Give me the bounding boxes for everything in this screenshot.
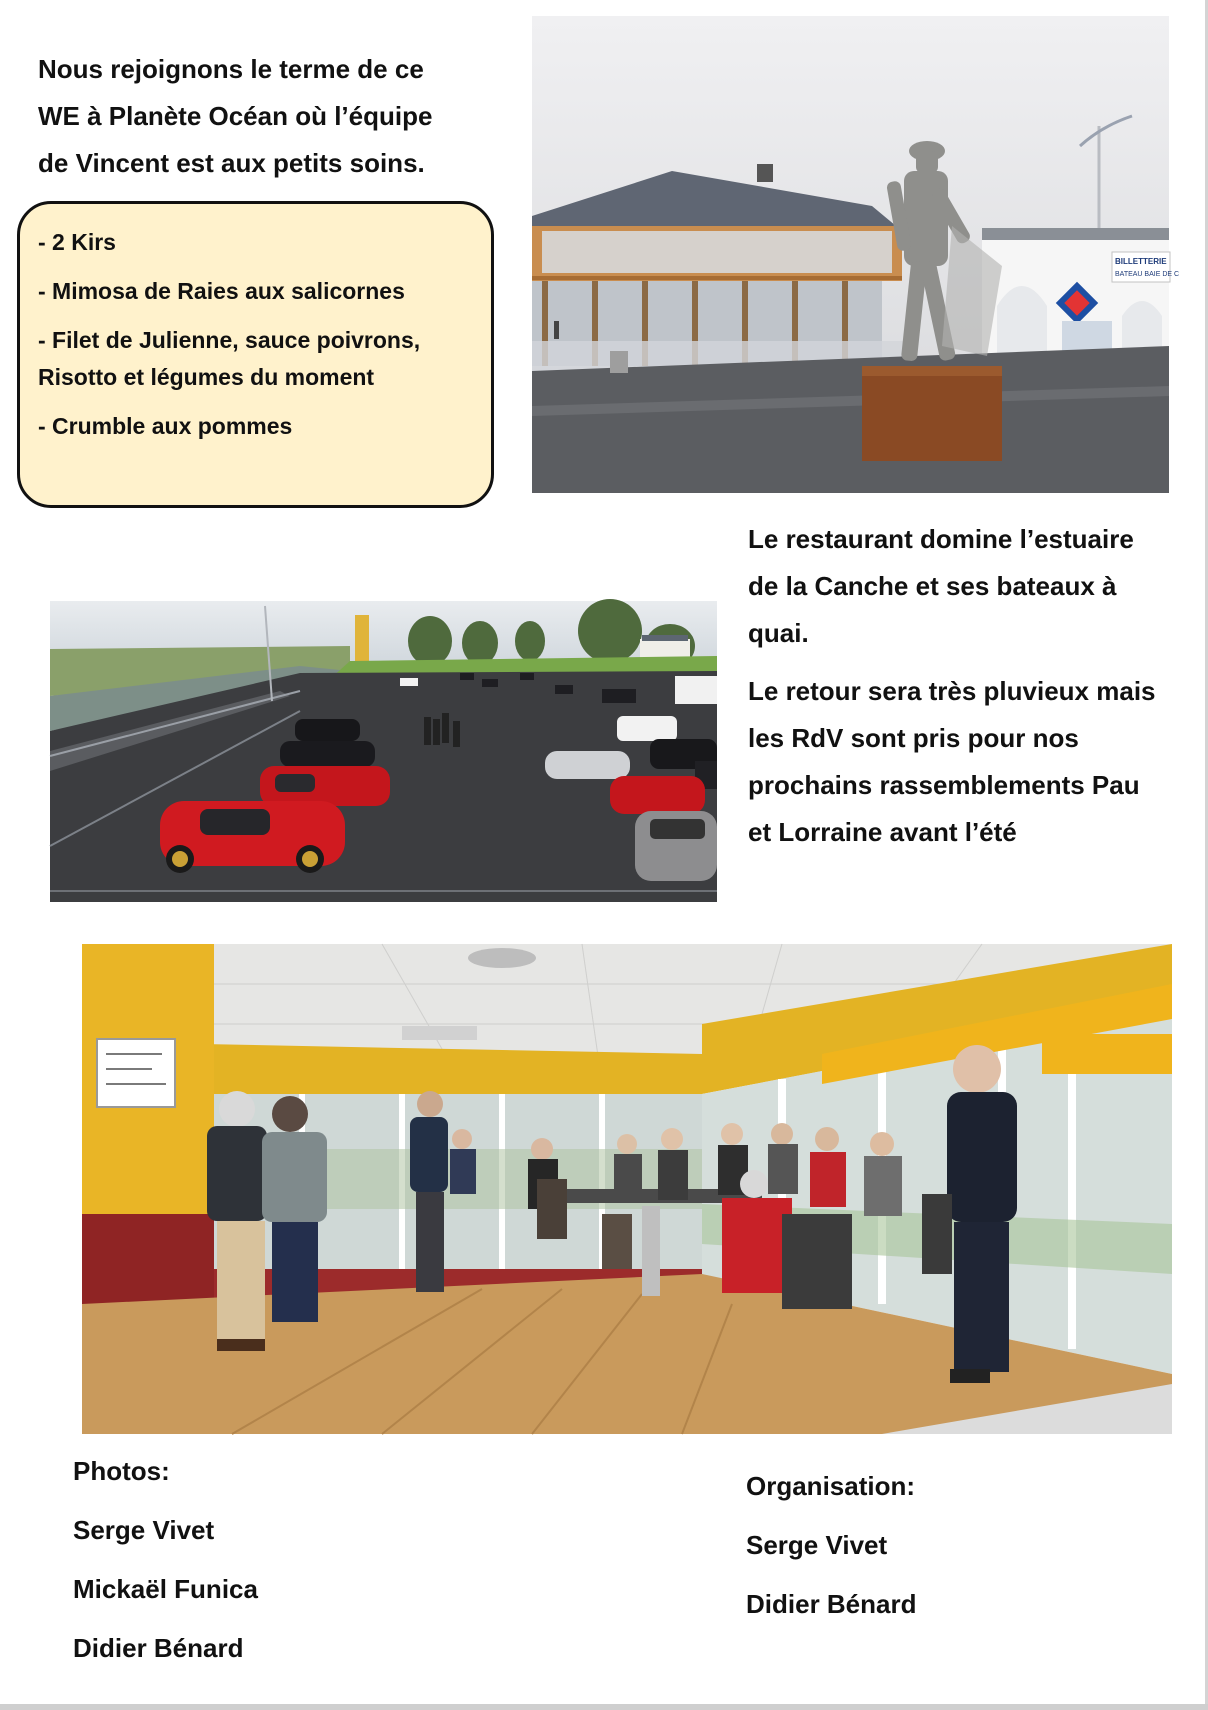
estuary-text [748,516,1168,867]
photo-credit-name: Mickaël Funica [73,1574,258,1604]
organisation-name: Didier Bénard [746,1589,917,1619]
intro-line: WE à Planète Océan où l’équipe [38,101,433,131]
return-paragraph: Le retour sera très pluvieux mais les RdV sont pris pour nos prochains rassemblements Pau et Lorraine avant l’été [748,676,1156,847]
estuary-paragraph: Le restaurant domine l’estuaire de la Canche et ses bateaux à quai. [748,524,1134,648]
restaurant-statue-photo [532,16,1180,493]
intro-line: Nous rejoignons le terme de ce [38,54,424,84]
menu-item: - Mimosa de Raies aux salicornes [38,278,405,304]
parking-cars-photo [50,601,717,902]
menu-box [17,201,494,508]
intro-text [38,46,498,187]
organisation-name: Serge Vivet [746,1530,888,1560]
intro-line: de Vincent est aux petits soins. [38,148,425,178]
photo-credit-name: Serge Vivet [73,1515,215,1545]
restaurant-interior-photo [82,944,1172,1434]
menu-list [20,204,491,445]
organisation-heading: Organisation: [746,1471,916,1501]
page-edge-bottom [0,1704,1208,1710]
photo-credits [73,1442,258,1678]
menu-item: - Crumble aux pommes [38,413,293,439]
menu-item: - 2 Kirs [38,229,116,255]
photo-credits-heading: Photos: [73,1456,170,1486]
organisation-credits [746,1457,917,1634]
photo-credit-name: Didier Bénard [73,1633,244,1663]
boat-sign: BATEAU BAIE DE C [1115,271,1180,278]
ticket-sign: BILLETTERIE [1115,257,1167,266]
menu-item: - Filet de Julienne, sauce poivrons, Risotto et légumes du moment [38,327,421,390]
